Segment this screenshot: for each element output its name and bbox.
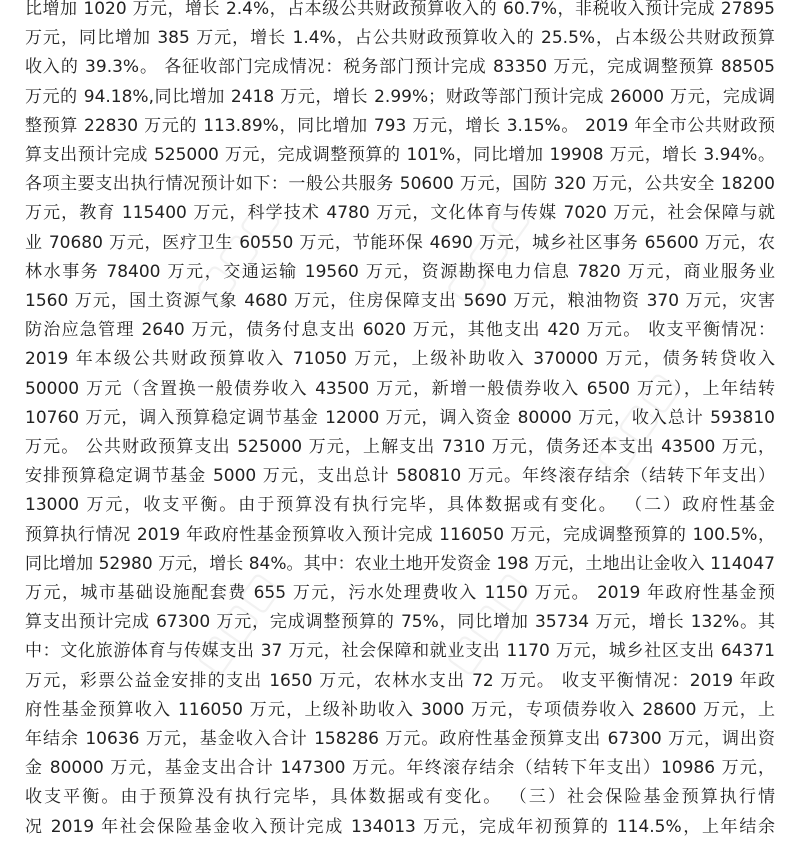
text-line: 2019 年本级公共财政预算收入 71050 万元，上级补助收入 370000 万元，债务转贷收入 <box>25 349 775 370</box>
watermark: ▢▢▢ <box>185 563 289 683</box>
text-line: 防治应急管理 2640 万元，债务付息支出 6020 万元，其他支出 420 万元。 收支平衡情况： <box>25 320 775 341</box>
text-line: 林水事务 78400 万元，交通运输 19560 万元，资源勘探电力信息 7820 万元，商业服务业 <box>25 261 775 282</box>
text-line: 各项主要支出执行情况预计如下：一般公共服务 50600 万元，国防 320 万元，公共安全 18200 <box>25 174 775 195</box>
text-line: 预算执行情况 2019 年政府性基金预算收入预计完成 116050 万元，完成调整预算的 100.5%， <box>25 524 775 545</box>
text-line: 业 70680 万元，医疗卫生 60550 万元，节能环保 4690 万元，城乡社区事务 65600 万元，农 <box>25 232 775 253</box>
text-line: 13000 万元，收支平衡。由于预算没有执行完毕，具体数据或有变化。 （二）政府性基金 <box>25 495 775 516</box>
text-line: 府性基金预算收入 116050 万元，上级补助收入 3000 万元，专项债券收入 28600 万元，上 <box>25 699 775 720</box>
text-line: 年结余 10636 万元，基金收入合计 158286 万元。政府性基金预算支出 67300 万元，调出资 <box>25 729 775 750</box>
text-line: 收入的 39.3%。 各征收部门完成情况：税务部门预计完成 83350 万元，完成调整预算 88505 <box>25 57 775 78</box>
text-line: 10760 万元，调入预算稳定调节基金 12000 万元，调入资金 80000 万元，收入总计 593810 <box>25 407 775 428</box>
text-line: 算支出预计完成 525000 万元，完成调整预算的 101%，同比增加 19908 万元，增长 3.94%。 <box>25 145 775 166</box>
watermark: ▢▢▢ <box>185 193 289 313</box>
text-line: 同比增加 52980 万元，增长 84%。其中：农业土地开发资金 198 万元，土地出让金收入 114047 <box>25 553 775 574</box>
text-line: 况 2019 年社会保险基金收入预计完成 134013 万元，完成年初预算的 114.5%，上年结余 <box>25 816 775 837</box>
document-body <box>25 0 775 842</box>
text-line: 算支出预计完成 67300 万元，完成调整预算的 75%，同比增加 35734 万元，增长 132%。其 <box>25 612 775 633</box>
text-line: 整预算 22830 万元的 113.89%，同比增加 793 万元，增长 3.15%。 2019 年全市公共财政预 <box>25 115 775 136</box>
text-line: 1560 万元，国土资源气象 4680 万元，住房保障支出 5690 万元，粮油物资 370 万元，灾害 <box>25 291 775 312</box>
text-line: 金 80000 万元，基金支出合计 147300 万元。年终滚存结余（结转下年支出）10986 万元， <box>25 758 775 779</box>
text-line: 万元，城市基础设施配套费 655 万元，污水处理费收入 1150 万元。 2019 年政府性基金预 <box>25 583 775 604</box>
text-line: 收支平衡。由于预算没有执行完毕，具体数据或有变化。 （三）社会保险基金预算执行情 <box>25 787 775 808</box>
text-line: 万元，同比增加 385 万元，增长 1.4%，占公共财政预算收入的 25.5%，占本级公共财政预算 <box>25 28 775 49</box>
watermark: ▢▢▢ <box>585 363 689 483</box>
watermark: ▢▢▢ <box>435 563 539 683</box>
text-line: 万元。 公共财政预算支出 525000 万元，上解支出 7310 万元，债务还本支出 43500 万元， <box>25 437 775 458</box>
text-line: 万元，彩票公益金安排的支出 1650 万元，农林水支出 72 万元。 收支平衡情况：2019 年政 <box>25 670 775 691</box>
watermark: ▢▢▢ <box>435 193 539 313</box>
text-line: 中：文化旅游体育与传媒支出 37 万元，社会保障和就业支出 1170 万元，城乡社区支出 64371 <box>25 641 775 662</box>
text-line: 万元，教育 115400 万元，科学技术 4780 万元，文化体育与传媒 7020 万元，社会保障与就 <box>25 203 775 224</box>
text-line: 万元的 94.18%,同比增加 2418 万元，增长 2.99%；财政等部门预计完成 26000 万元，完成调 <box>25 86 775 107</box>
text-line: 50000 万元（含置换一般债券收入 43500 万元，新增一般债券收入 6500 万元），上年结转 <box>25 378 775 399</box>
text-line: 比增加 1020 万元，增长 2.4%，占本级公共财政预算收入的 60.7%，非税收入预计完成 27895 <box>25 0 775 19</box>
text-line: 安排预算稳定调节基金 5000 万元，支出总计 580810 万元。年终滚存结余（结转下年支出） <box>25 466 775 487</box>
